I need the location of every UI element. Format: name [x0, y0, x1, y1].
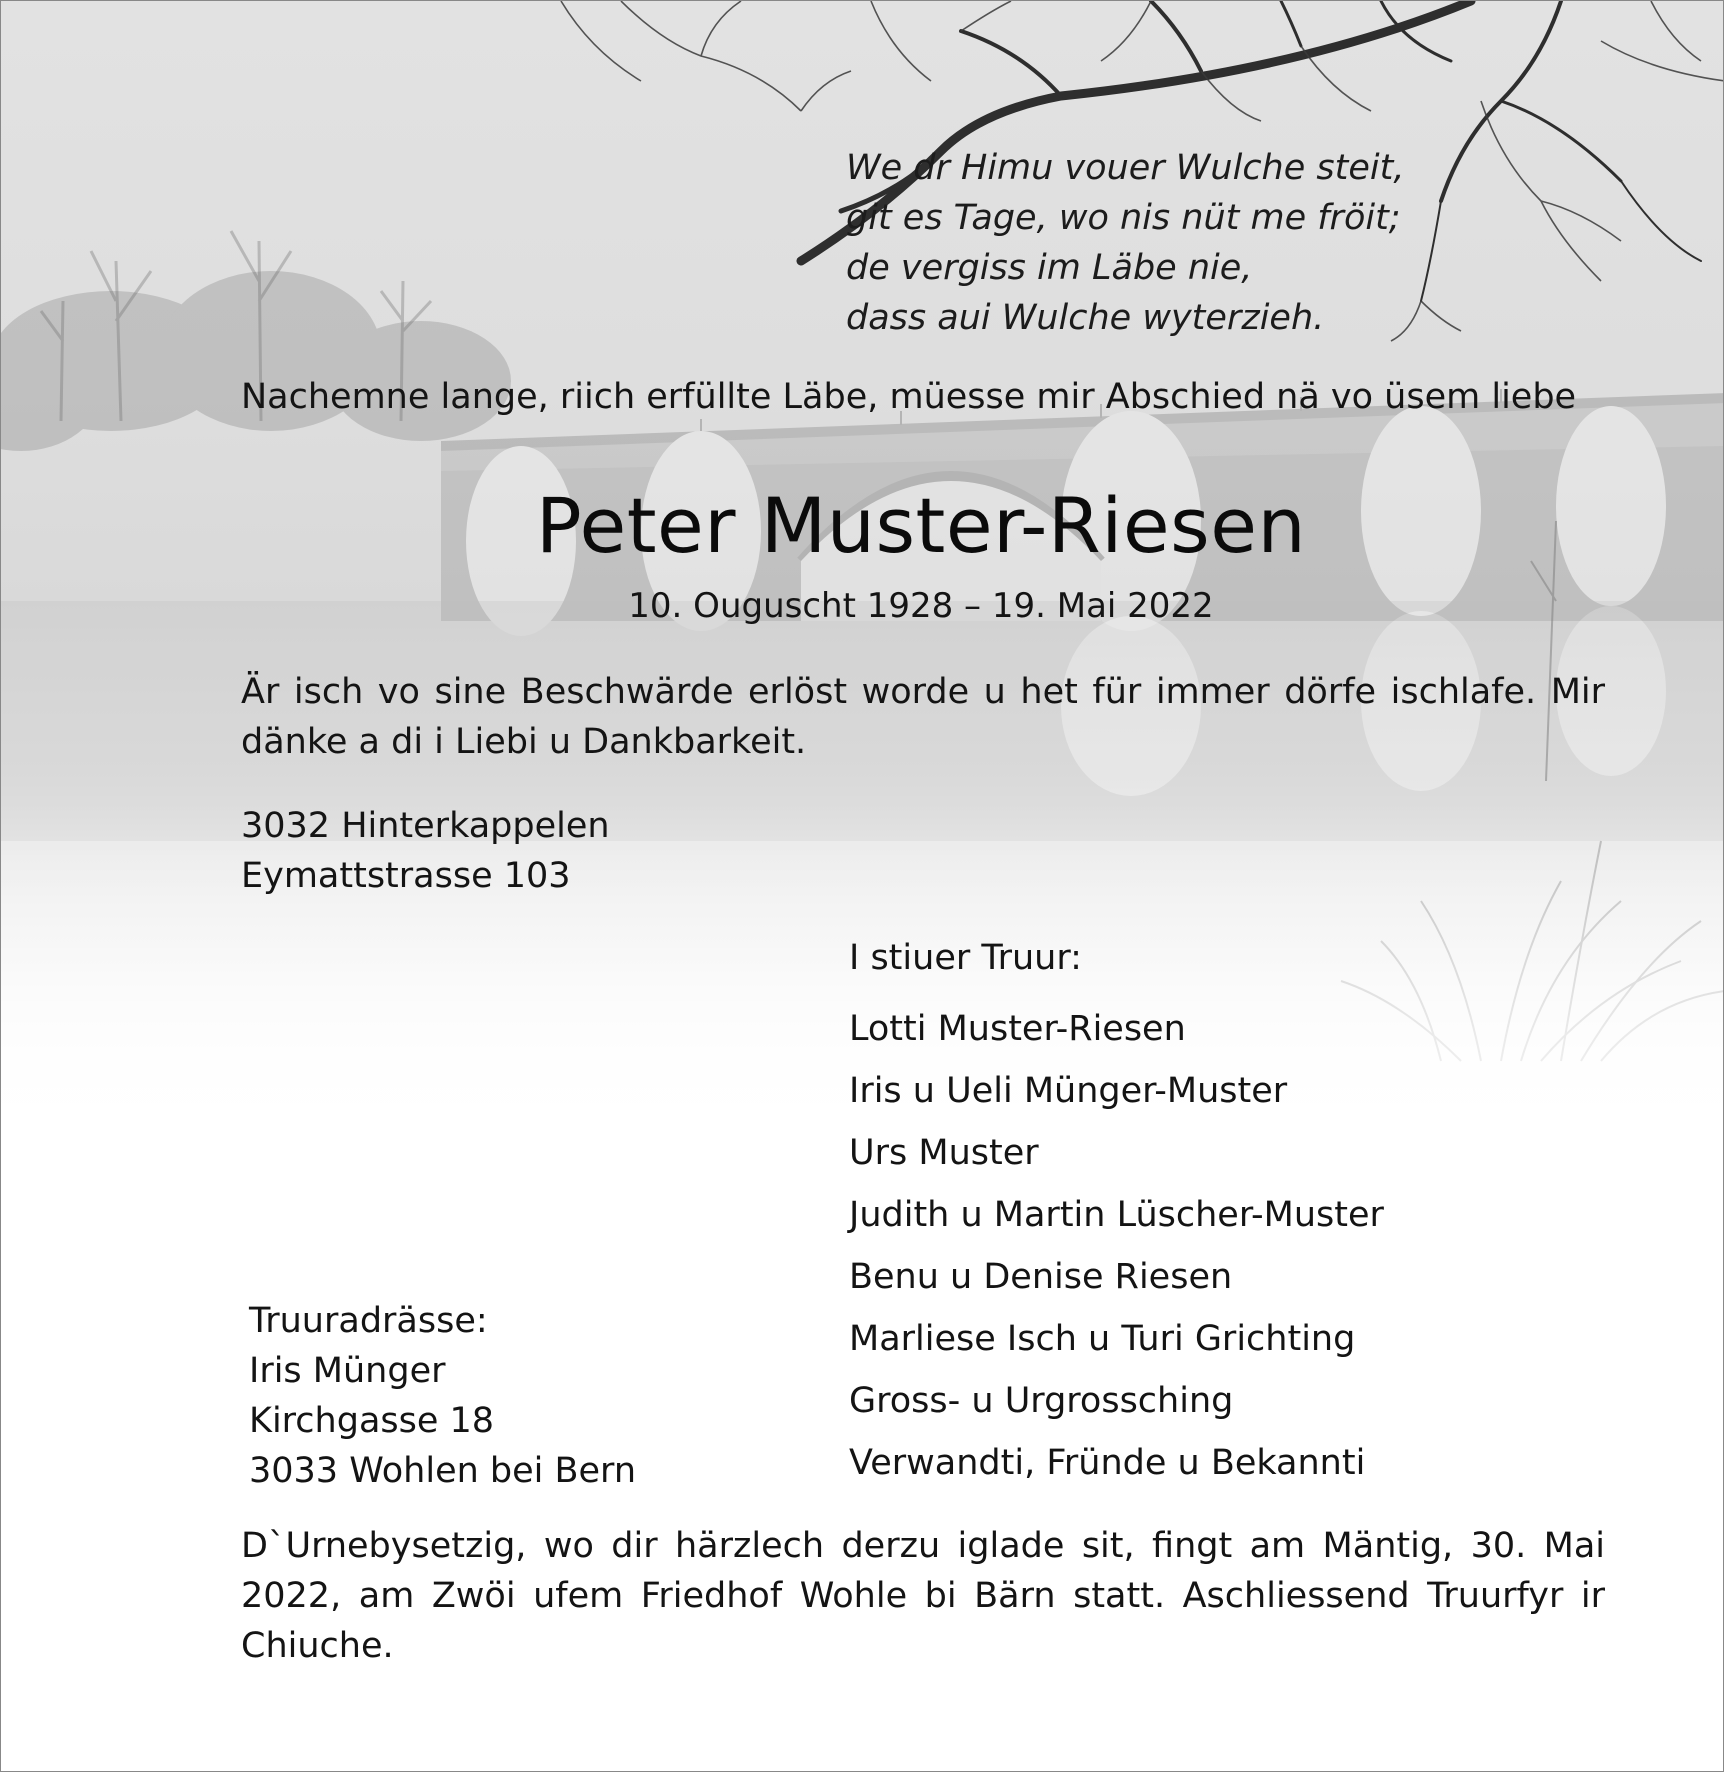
mourner-name: Benu u Denise Riesen — [849, 1257, 1233, 1297]
poem-line: We dr Himu vouer Wulche steit, — [846, 148, 1405, 188]
poem-line: git es Tage, wo nis nüt me fröit; — [846, 198, 1401, 238]
poem-line: dass aui Wulche wyterzieh. — [846, 298, 1325, 338]
mourners-heading: I stiuer Truur: — [849, 938, 1082, 978]
address-line: 3032 Hinterkappelen — [241, 806, 610, 846]
mourning-address-city: 3033 Wohlen bei Bern — [249, 1451, 637, 1491]
deceased-address — [241, 801, 610, 901]
mourners-list — [849, 998, 1384, 1494]
mourning-address-street: Kirchgasse 18 — [249, 1401, 495, 1441]
farewell-message: Är isch vo sine Beschwärde erlöst worde u het für immer dörfe ischlafe. Mir dänke a di i Liebi u Dankbarkeit. — [241, 672, 1605, 762]
mourner-name: Lotti Muster-Riesen — [849, 1009, 1186, 1049]
mourner-name: Urs Muster — [849, 1133, 1039, 1173]
ceremony-info: D`Urnebysetzig, wo dir härzlech derzu iglade sit, fingt am Mäntig, 30. Mai 2022, am Zwöi ufem Friedhof Wohle bi Bärn statt. Aschliessend Truurfyr ir Chiuche. — [241, 1526, 1605, 1666]
treeline — [1, 271, 511, 451]
address-line: Eymattstrasse 103 — [241, 856, 571, 896]
life-dates: 10. Ouguscht 1928 – 19. Mai 2022 — [628, 586, 1214, 626]
mourner-name: Gross- u Urgrossching — [849, 1381, 1234, 1421]
mourning-address-label: Truuradrässe: — [249, 1301, 488, 1341]
mourning-address-name: Iris Münger — [249, 1351, 446, 1391]
mourning-address — [249, 1296, 636, 1496]
intro-text: Nachemne lange, riich erfüllte Läbe, müesse mir Abschied nä vo üsem liebe — [241, 377, 1577, 417]
poem-line: de vergiss im Läbe nie, — [846, 248, 1253, 288]
mourner-name: Judith u Martin Lüscher-Muster — [849, 1195, 1384, 1235]
deceased-name: Peter Muster-Riesen — [535, 481, 1307, 570]
mourner-name: Marliese Isch u Turi Grichting — [849, 1319, 1356, 1359]
mourner-name: Verwandti, Fründe u Bekannti — [849, 1443, 1366, 1483]
poem — [846, 143, 1404, 343]
mourner-name: Iris u Ueli Münger-Muster — [849, 1071, 1288, 1111]
